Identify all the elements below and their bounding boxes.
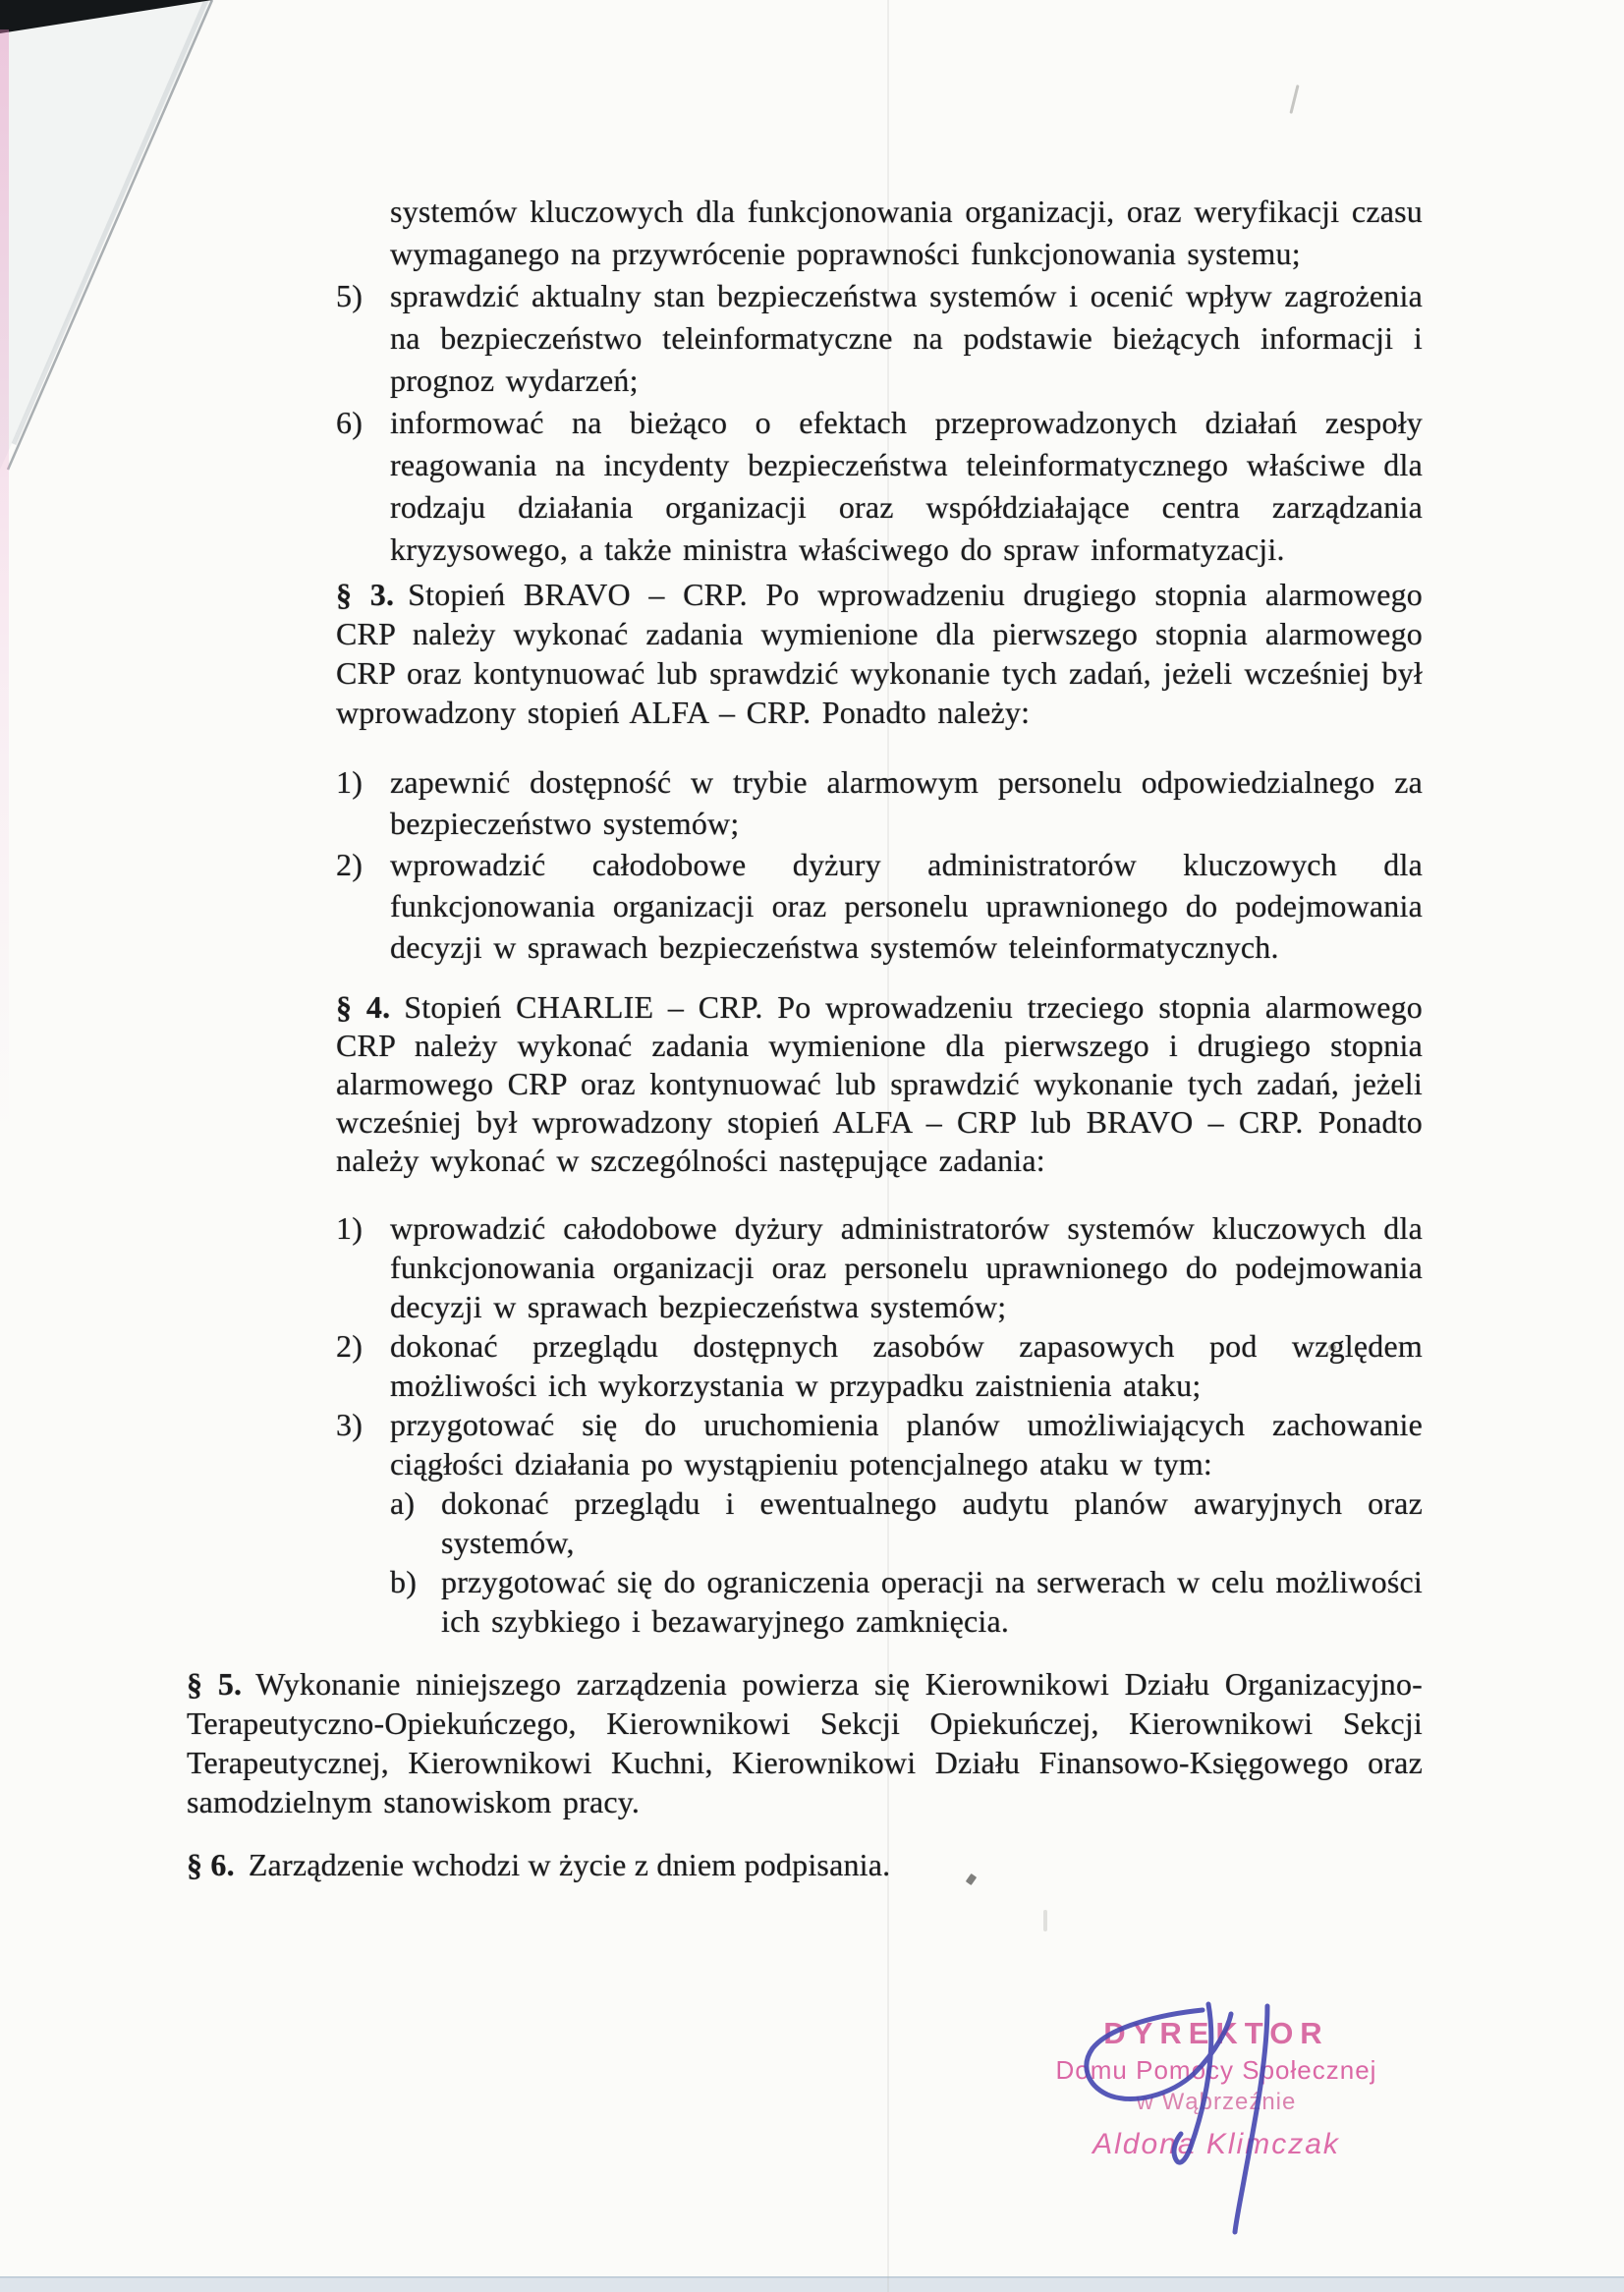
stamp-signer-name: Aldona Klimczak: [1092, 2128, 1340, 2160]
scan-speck: [1043, 1910, 1047, 1931]
paragraph-3: [336, 575, 1423, 732]
scan-bottom-edge-artifact: [0, 2276, 1624, 2292]
paragraph-3-label: § 3.: [336, 577, 395, 612]
list-item-number: 2): [336, 1328, 364, 1364]
paragraph-6-label: § 6.: [187, 1847, 235, 1882]
list-item-text: wprowadzić całodobowe dyżury administratorów systemów kluczowych dla funkcjonowania organizacji oraz personelu uprawnionego do podejmowania decyzji w sprawach bezpieczeństwa systemów;: [390, 1210, 1423, 1324]
paragraph-continuation: systemów kluczowych dla funkcjonowania organizacji, oraz weryfikacji czasu wymaganego na przywrócenie poprawności funkcjonowania systemu;: [390, 194, 1423, 271]
numbered-list-para4: [336, 1208, 1423, 1641]
list-item-text: sprawdzić aktualny stan bezpieczeństwa systemów i ocenić wpływ zagrożenia na bezpieczeństwo teleinformatyczne na podstawie bieżących informacji i prognoz wydarzeń;: [390, 278, 1423, 398]
list-item-number: 2): [336, 847, 364, 882]
list-item-2: [336, 844, 1423, 968]
list-item-text: informować na bieżąco o efektach przeprowadzonych działań zespoły reagowania na incydenty bezpieczeństwa teleinformatycznego właściwe dla rodzaju działania organizacji oraz współdziałające centra zarządzania kryzysowego, a także ministra właściwego do spraw informatyzacji.: [390, 405, 1423, 567]
stamp-organization: Domu Pomocy Społecznej: [1055, 2055, 1377, 2085]
list-item-2: [336, 1326, 1423, 1405]
sub-list-item-a: [390, 1483, 1423, 1562]
list-item-1: [336, 761, 1423, 844]
list-item-text: przygotować się do uruchomienia planów umożliwiających zachowanie ciągłości działania po wystąpieniu potencjalnego ataku w tym:: [390, 1407, 1423, 1481]
stamp-place: w Wąbrzeźnie: [1136, 2089, 1297, 2115]
list-item-1: [336, 1208, 1423, 1326]
paragraph-5-text: Wykonanie niniejszego zarządzenia powierza się Kierownikowi Działu Organizacyjno-Terapeutyczno-Opiekuńczego, Kierownikowi Sekcji Opiekuńczej, Kierownikowi Sekcji Terapeutycznej, Kierownikowi Kuchni, Kierownikowi Działu Finansowo-Księgowego oraz samodzielnym stanowiskom pracy.: [187, 1666, 1423, 1819]
scan-corner-artifact: [0, 0, 255, 511]
scan-scratch-mark: [1289, 84, 1299, 114]
paragraph-4-text: Stopień CHARLIE – CRP. Po wprowadzeniu trzeciego stopnia alarmowego CRP należy wykonać zadania wymienione dla pierwszego i drugiego stopnia alarmowego CRP oraz kontynuować lub sprawdzić wykonanie tych zadań, jeżeli wcześniej był wprowadzony stopień ALFA – CRP lub BRAVO – CRP. Ponadto należy wykonać w szczególności następujące zadania:: [336, 989, 1424, 1178]
sub-list-text: dokonać przeglądu i ewentualnego audytu planów awaryjnych oraz systemów,: [441, 1485, 1423, 1560]
list-item-3: [336, 1405, 1423, 1641]
paragraph-4-label: § 4.: [336, 989, 391, 1025]
sub-list-item-b: [390, 1562, 1423, 1641]
list-item-number: 1): [336, 1210, 364, 1246]
list-item-number: 6): [336, 405, 364, 440]
sub-list-letter: b): [390, 1564, 418, 1599]
list-item-text-wrap: [390, 1405, 1423, 1641]
official-stamp: [1049, 2016, 1383, 2161]
list-item-number: 1): [336, 764, 364, 800]
paragraph-6: [187, 1845, 1423, 1884]
list-item-5: [336, 275, 1423, 402]
stamp-title: DYREKTOR: [1103, 2016, 1329, 2050]
paragraph-3-text: Stopień BRAVO – CRP. Po wprowadzeniu drugiego stopnia alarmowego CRP należy wykonać zadania wymienione dla pierwszego stopnia alarmowego CRP oraz kontynuować lub sprawdzić wykonanie tych zadań, jeżeli wcześniej był wprowadzony stopień ALFA – CRP. Ponadto należy:: [336, 577, 1424, 730]
paragraph-4: [336, 988, 1423, 1180]
scan-left-edge-artifact: [0, 29, 9, 1130]
numbered-list-top: [336, 275, 1423, 571]
paragraph-5-label: § 5.: [187, 1666, 243, 1702]
numbered-list-para3: [336, 761, 1423, 968]
paragraph-5: [187, 1664, 1423, 1821]
list-item-number: 3): [336, 1407, 364, 1442]
list-item-text: zapewnić dostępność w trybie alarmowym personelu odpowiedzialnego za bezpieczeństwo systemów;: [390, 764, 1423, 841]
paragraph-6-text: Zarządzenie wchodzi w życie z dniem podpisania.: [248, 1847, 891, 1882]
sub-list-letter: a): [390, 1485, 416, 1521]
list-item-text: dokonać przeglądu dostępnych zasobów zapasowych pod względem możliwości ich wykorzystania w przypadku zaistnienia ataku;: [390, 1328, 1423, 1403]
list-item-number: 5): [336, 278, 364, 313]
list-item-6: [336, 402, 1423, 571]
list-item-text: wprowadzić całodobowe dyżury administratorów kluczowych dla funkcjonowania organizacji oraz personelu uprawnionego do podejmowania decyzji w sprawach bezpieczeństwa systemów teleinformatycznych.: [390, 847, 1423, 965]
sub-list-text: przygotować się do ograniczenia operacji na serwerach w celu możliwości ich szybkiego i bezawaryjnego zamknięcia.: [441, 1564, 1423, 1639]
